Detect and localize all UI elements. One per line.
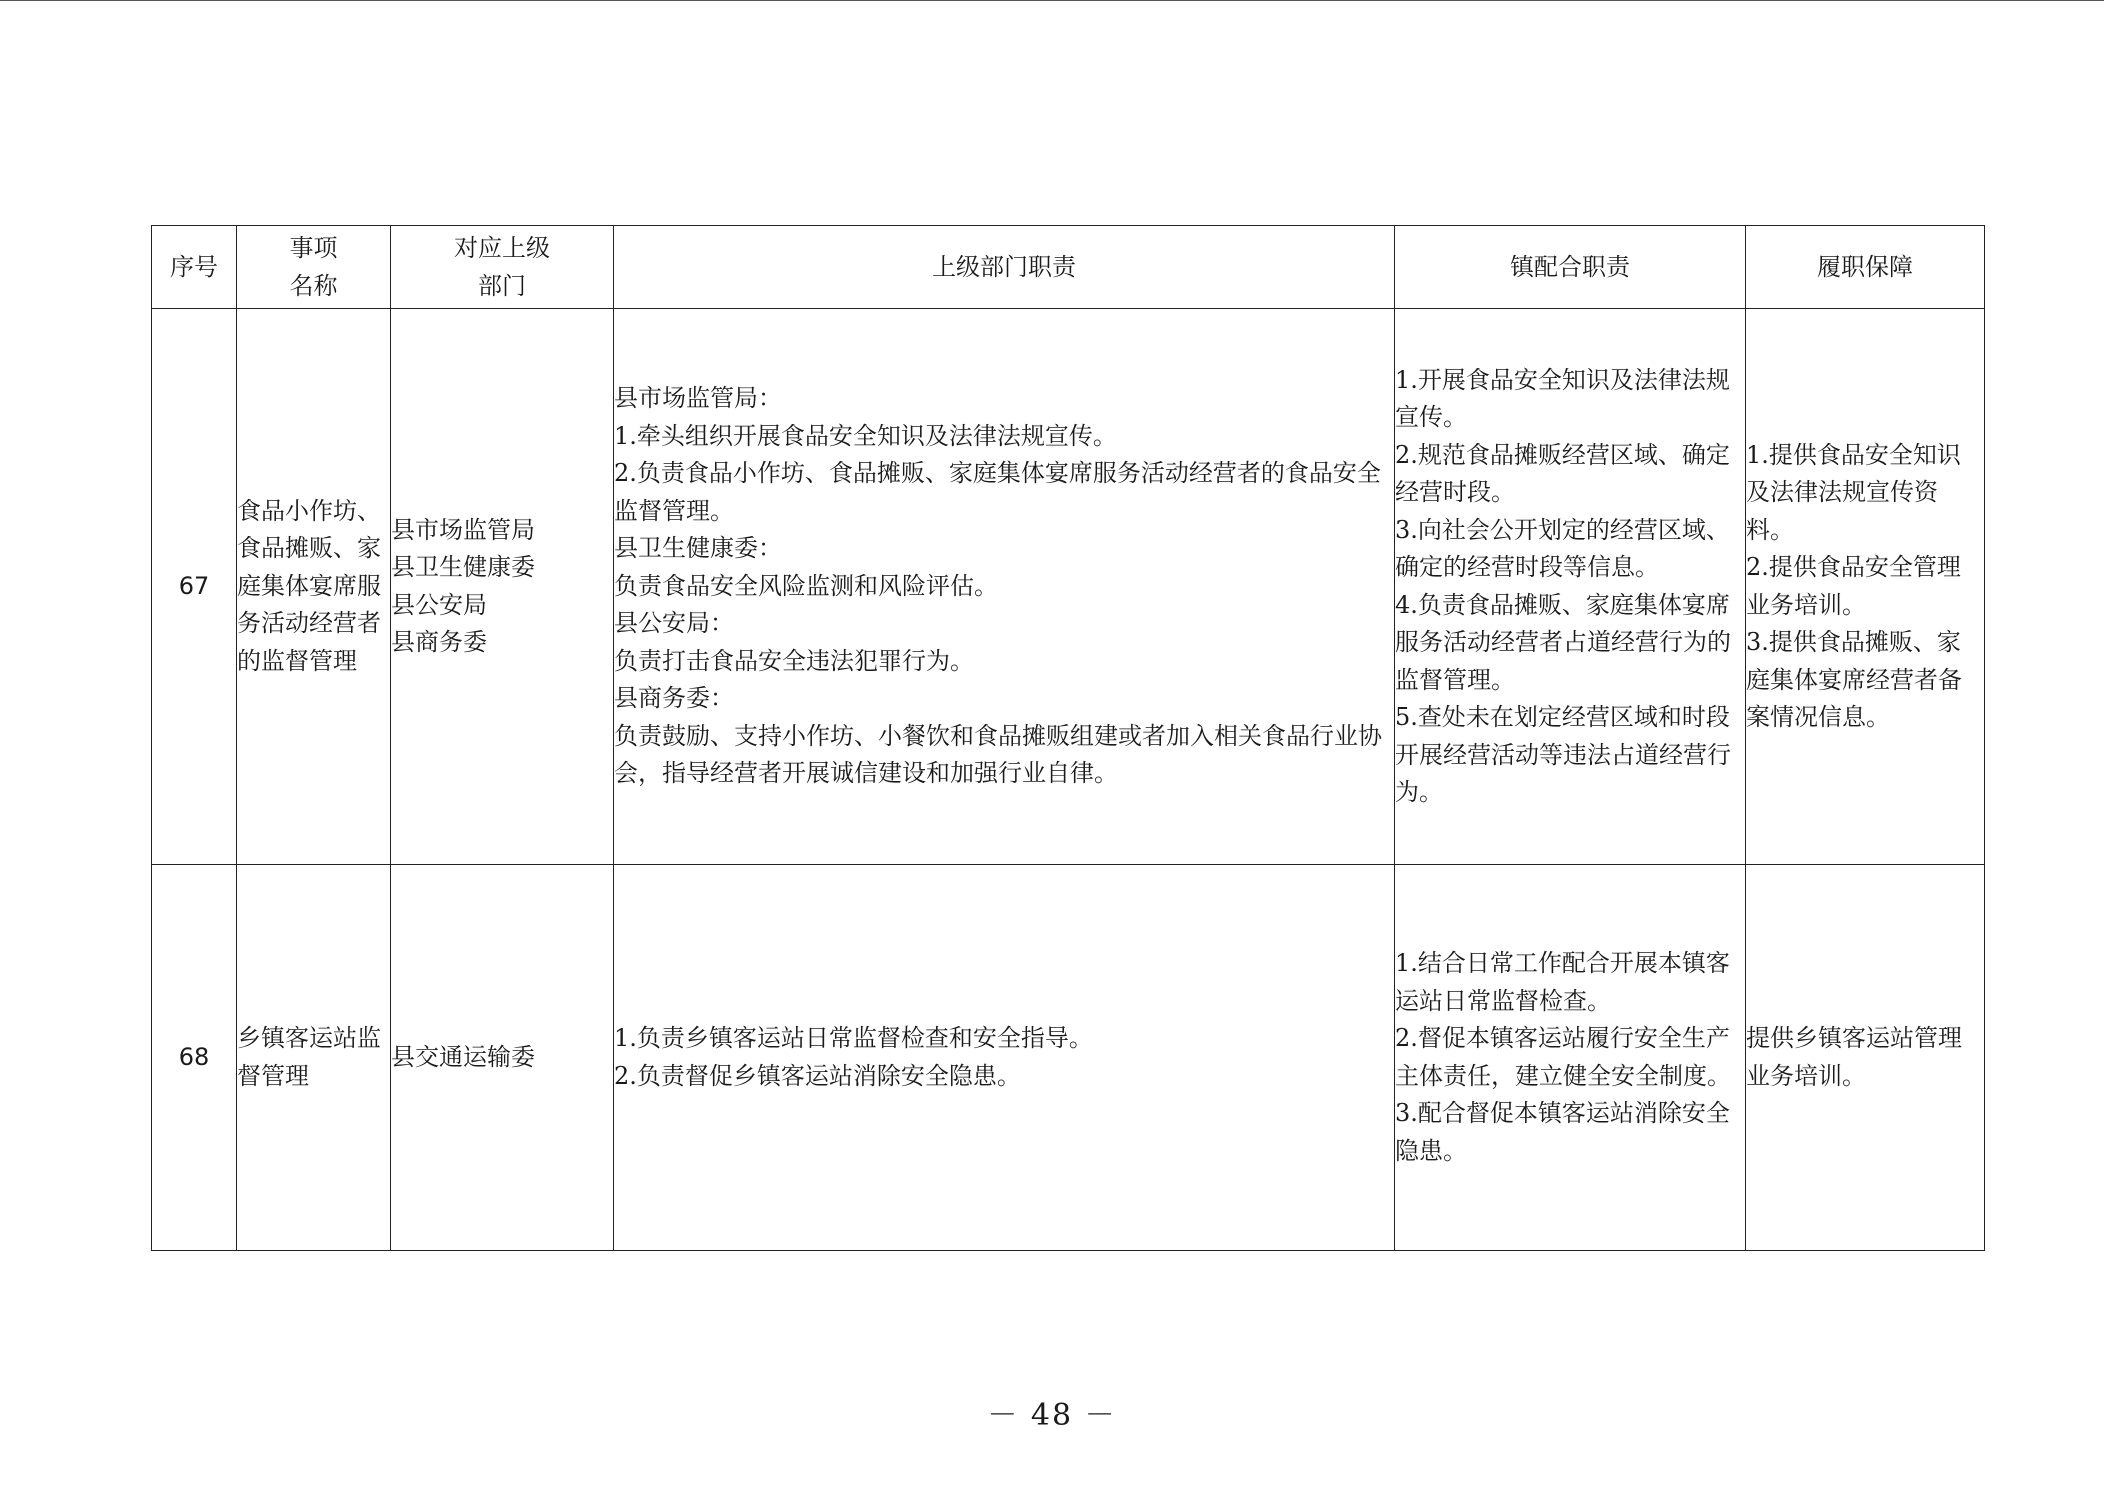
duty-line: 县商务委： [614,684,734,713]
header-dept: 对应上级 部门 [391,226,614,309]
guarantee-line: 3.提供食品摊贩、家庭集体宴席经营者备案情况信息。 [1746,628,1962,731]
header-seq: 序号 [152,226,237,309]
town-duty-line: 1.结合日常工作配合开展本镇客运站日常监督检查。 [1395,949,1730,1015]
town-duty-line: 1.开展食品安全知识及法律法规宣传。 [1395,365,1730,431]
guarantee-line: 2.提供食品安全管理业务培训。 [1746,553,1961,619]
header-row [152,226,1985,309]
duty-line: 县卫生健康委： [614,534,782,563]
town-duty-line: 4.负责食品摊贩、家庭集体宴席服务活动经营者占道经营行为的监督管理。 [1395,590,1731,694]
row-town-duties [1395,309,1746,865]
row-guarantees [1746,309,1985,865]
town-duty-line: 3.向社会公开划定的经营区域、确定的经营时段等信息。 [1395,515,1730,581]
guarantee-line: 1.提供食品安全知识及法律法规宣传资料。 [1746,440,1961,544]
row-seq: 68 [152,865,237,1251]
row-item-name: 食品小作坊、食品摊贩、家庭集体宴席服务活动经营者的监督管理 [237,309,391,865]
duty-line: 1.负责乡镇客运站日常监督检查和安全指导。 [614,1024,1093,1052]
table-row [152,309,1985,865]
duty-line: 县公安局： [614,609,734,638]
duty-line: 负责鼓励、支持小作坊、小餐饮和食品摊贩组建或者加入相关食品行业协会，指导经营者开展诚信建设和加强行业自律。 [614,721,1382,788]
header-town-duties: 镇配合职责 [1395,226,1746,309]
row-guarantees [1746,865,1985,1251]
row-departments [391,309,614,865]
row-departments [391,865,614,1251]
duty-line: 2.负责督促乡镇客运站消除安全隐患。 [614,1061,1021,1090]
page-number: － 48 － [987,1398,1117,1433]
town-duty-line: 2.规范食品摊贩经营区域、确定经营时段。 [1395,440,1730,506]
duty-line: 县市场监管局： [614,384,782,413]
row-item-name: 乡镇客运站监督管理 [237,865,391,1251]
duty-line: 2.负责食品小作坊、食品摊贩、家庭集体宴席服务活动经营者的食品安全监督管理。 [614,459,1381,525]
row-duties [614,309,1395,865]
row-seq: 67 [152,309,237,865]
dept-line: 县公安局 [391,590,487,619]
header-item-name: 事项 名称 [237,226,391,309]
town-duty-line: 2.督促本镇客运站履行安全生产主体责任，建立健全安全制度。 [1395,1024,1731,1090]
town-duty-line: 5.查处未在划定经营区域和时段开展经营活动等违法占道经营行为。 [1395,703,1731,806]
header-guarantees: 履职保障 [1746,226,1985,309]
row-town-duties [1395,865,1746,1251]
dept-line: 县市场监管局 [391,515,535,544]
header-duties: 上级部门职责 [614,226,1395,309]
duty-line: 负责食品安全风险监测和风险评估。 [614,571,998,600]
duty-line: 负责打击食品安全违法犯罪行为。 [614,646,974,675]
duty-table [151,225,1985,1251]
duty-line: 1.牵头组织开展食品安全知识及法律法规宣传。 [614,421,1117,450]
dept-line: 县交通运输委 [391,1042,535,1071]
dept-line: 县卫生健康委 [391,553,535,581]
guarantee-line: 提供乡镇客运站管理业务培训。 [1746,1024,1962,1090]
town-duty-line: 3.配合督促本镇客运站消除安全隐患。 [1395,1099,1730,1165]
dept-line: 县商务委 [391,628,487,656]
row-duties [614,865,1395,1251]
table-row [152,865,1985,1251]
top-rule [0,0,2104,1]
